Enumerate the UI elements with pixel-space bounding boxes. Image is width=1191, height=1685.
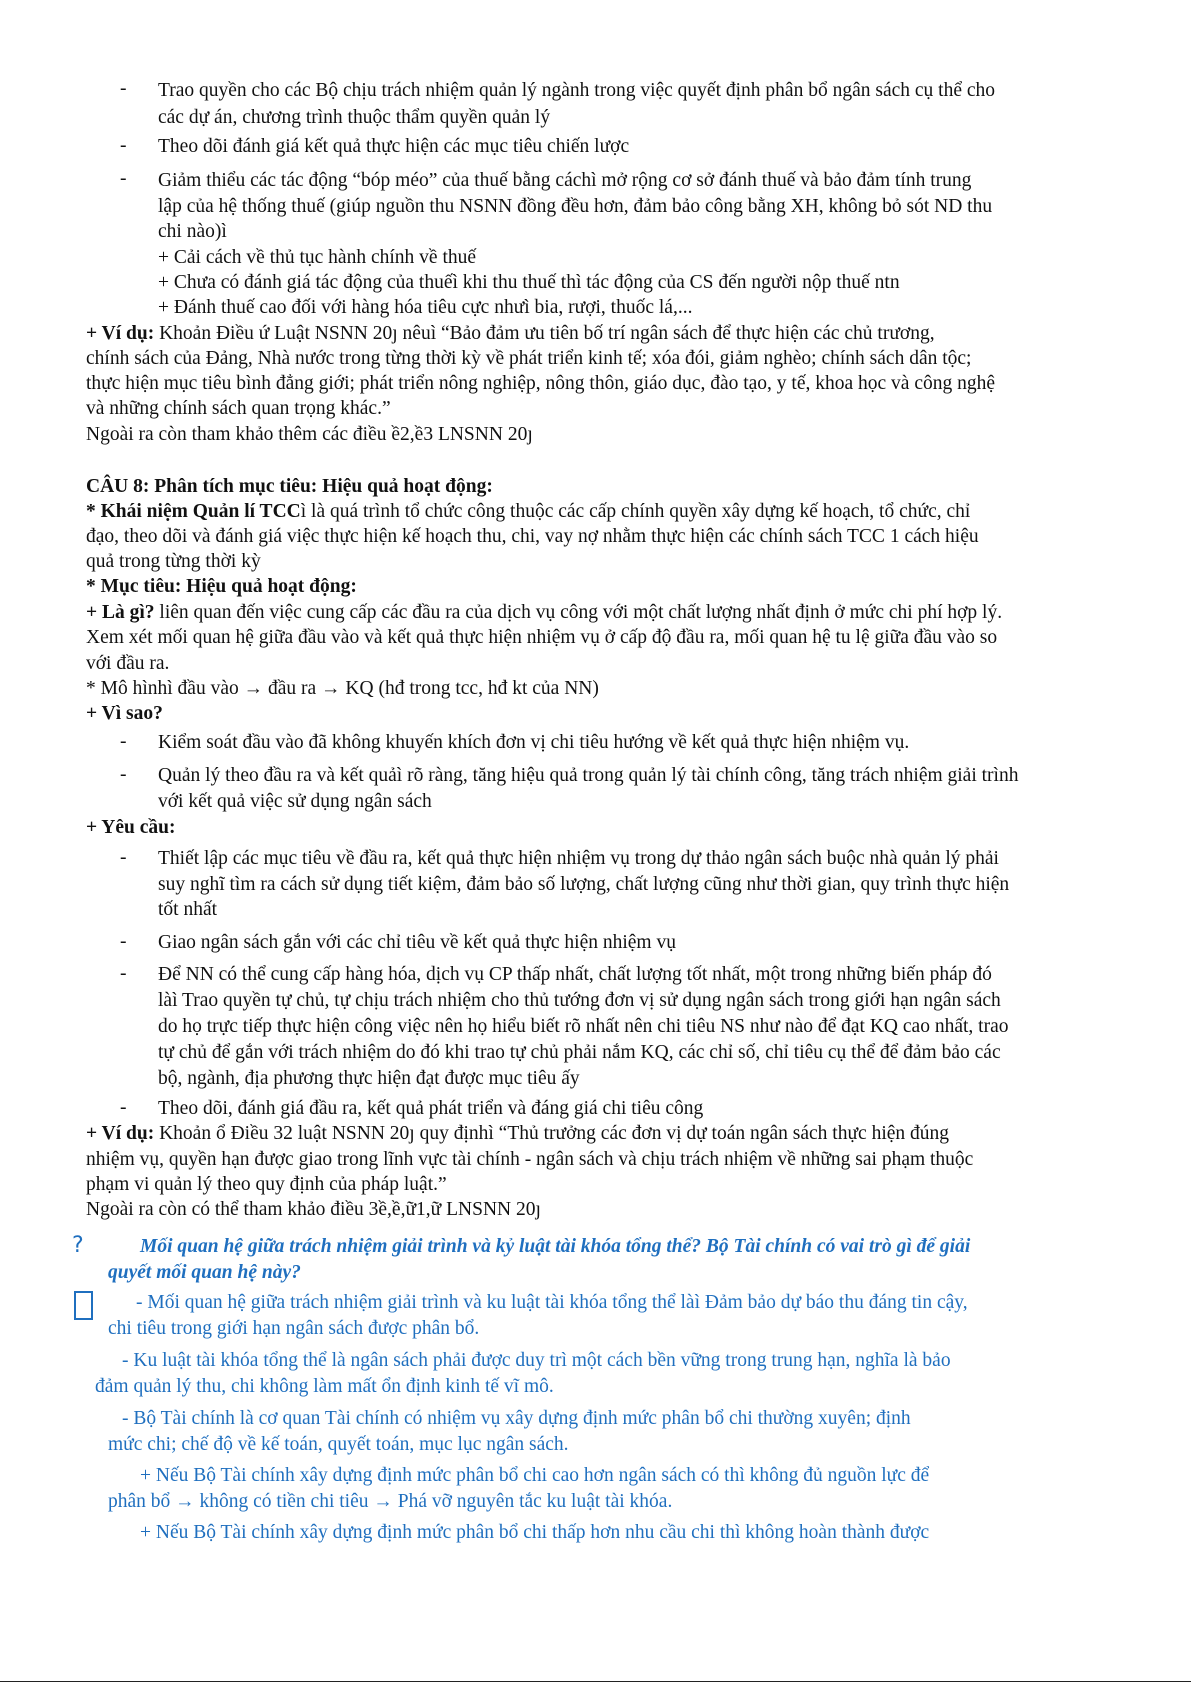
answer-line: - Mối quan hệ giữa trách nhiệm giải trình và ku luật tài khóa tổng thể làì Đảm bảo dự báo thu đáng tin cậy, [136, 1292, 968, 1313]
text-line: Theo dõi đánh giá kết quả thực hiện các mục tiêu chiến lược [158, 136, 630, 157]
text-line: nhiệm vụ, quyền hạn được giao trong lĩnh vực tài chính - ngân sách và chịu trách nhiệm về những sai phạm thuộc [86, 1149, 974, 1170]
bullet-dash: - [120, 78, 127, 99]
bullet-dash: - [120, 963, 127, 984]
text-line: Trao quyền cho các Bộ chịu trách nhiệm quản lý ngành trong việc quyết định phân bổ ngân sách cụ thể cho [158, 80, 996, 101]
subheading: * Mục tiêu: Hiệu quả hoạt động: [86, 576, 357, 597]
text-line: Giảm thiểu các tác động “bóp méo” của thuế bằng cáchì mở rộng cơ sở đánh thuế và bảo đảm tính trung [158, 170, 972, 191]
question-line: quyết mối quan hệ này? [108, 1262, 301, 1283]
text-line: Kiểm soát đầu vào đã không khuyến khích đơn vị chi tiêu hướng về kết quả thực hiện nhiệm vụ. [158, 732, 910, 753]
text-line: suy nghĩ tìm ra cách sử dụng tiết kiệm, đảm bảo số lượng, chất lượng cũng như thời gian, quy trình thực hiện [158, 874, 1010, 895]
section-heading: CÂU 8: Phân tích mục tiêu: Hiệu quả hoạt động: [86, 476, 493, 497]
subheading: + Yêu cầu: [86, 817, 176, 838]
text-line: đạo, theo dõi và đánh giá việc thực hiện kế hoạch thu, chi, vay nợ nhằm thực hiện các chính sách TCC 1 cách hiệu [86, 526, 979, 547]
text-line: làì Trao quyền tự chủ, tự chịu trách nhiệm cho thủ tướng đơn vị sử dụng ngân sách trong giới hạn ngân sách [158, 990, 1001, 1011]
question-line: Mối quan hệ giữa trách nhiệm giải trình và kỷ luật tài khóa tổng thể? Bộ Tài chính có vai trò gì để giải [140, 1236, 971, 1257]
text-line: thực hiện mục tiêu bình đẳng giới; phát triển nông nghiệp, nông thôn, giáo dục, đào tạo, y tế, khoa học và công nghệ [86, 373, 996, 394]
bullet-dash: - [120, 931, 127, 952]
answer-line: - Ku luật tài khóa tổng thể là ngân sách phải được duy trì một cách bền vững trong trung hạn, nghĩa là bảo [122, 1350, 951, 1371]
text-line: với đầu ra. [86, 653, 170, 674]
text-line: chi nào)ì [158, 221, 227, 242]
answer-line: đảm quản lý thu, chi không làm mất ổn định kinh tế vĩ mô. [95, 1376, 554, 1397]
answer-line: mức chi; chế độ về kế toán, quyết toán, mục lục ngân sách. [108, 1434, 569, 1455]
bullet-dash: - [120, 764, 127, 785]
what-line: + Là gì? liên quan đến việc cung cấp các đầu ra của dịch vụ công với một chất lượng nhất định ở mức chi phí hợp lý. [86, 602, 1003, 623]
text-line: các dự án, chương trình thuộc thẩm quyền quản lý [158, 107, 551, 128]
answer-line: phân bổ → không có tiền chi tiêu → Phá vỡ nguyên tắc ku luật tài khóa. [108, 1491, 673, 1512]
text-line: Theo dõi, đánh giá đầu ra, kết quả phát triển và đáng giá chi tiêu công [158, 1098, 704, 1119]
text-line: Để NN có thể cung cấp hàng hóa, dịch vụ CP thấp nhất, chất lượng tốt nhất, một trong những biến pháp đó [158, 964, 992, 985]
example-line: + Ví dụ: Khoản ổ Điều 32 luật NSNN 20ȷ quy địnhì “Thủ trưởng các đơn vị dự toán ngân sách thực hiện đúng [86, 1123, 950, 1144]
text-line: quả trong từng thời kỳ [86, 551, 261, 572]
text-line: bộ, ngành, địa phương thực hiện đạt được mục tiêu ấy [158, 1068, 580, 1089]
subheading: + Vì sao? [86, 703, 163, 724]
question-mark-icon: ? [72, 1233, 84, 1258]
text-line: phạm vi quản lý theo quy định của pháp luật.” [86, 1174, 447, 1195]
concept-line: * Khái niệm Quản lí TCCì là quá trình tổ chức công thuộc các cấp chính quyền xây dựng kế hoạch, tổ chức, chỉ [86, 501, 971, 522]
answer-line: - Bộ Tài chính là cơ quan Tài chính có nhiệm vụ xây dựng định mức phân bổ chi thường xuyên; định [122, 1408, 911, 1429]
answer-line: + Nếu Bộ Tài chính xây dựng định mức phân bổ chi thấp hơn nhu cầu chi thì không hoàn thành được [140, 1522, 930, 1543]
bullet-dash: - [120, 847, 127, 868]
text-line: lập của hệ thống thuế (giúp nguồn thu NSNN đồng đều hơn, đảm bảo công bằng XH, không bỏ sót ND thu [158, 196, 993, 217]
answer-line: + Nếu Bộ Tài chính xây dựng định mức phân bổ chi cao hơn ngân sách có thì không đủ nguồn lực để [140, 1465, 930, 1486]
text-line: và những chính sách quan trọng khác.” [86, 398, 391, 419]
text-line: Thiết lập các mục tiêu về đầu ra, kết quả thực hiện nhiệm vụ trong dự thảo ngân sách buộc nhà quản lý phải [158, 848, 999, 869]
text-line: Quản lý theo đầu ra và kết quảì rõ ràng, tăng hiệu quả trong quản lý tài chính công, tăng trách nhiệm giải trình [158, 765, 1019, 786]
text-line: Ngoài ra còn có thể tham khảo điều 3ề,ề,ữ1,ữ LNSNN 20ȷ [86, 1199, 541, 1220]
answer-line: chi tiêu trong giới hạn ngân sách được phân bổ. [108, 1318, 480, 1339]
text-line: chính sách của Đảng, Nhà nước trong từng thời kỳ về phát triển kinh tế; xóa đói, giảm nghèo; chính sách dân tộc; [86, 348, 972, 369]
text-line: do họ trực tiếp thực hiện công việc nên họ hiểu biết rõ nhất nên chi tiêu NS như nào để đạt KQ cao nhất, trao [158, 1016, 1009, 1037]
bullet-dash: - [120, 731, 127, 752]
text-line: với kết quả việc sử dụng ngân sách [158, 791, 432, 812]
text-line: * Mô hìnhì đầu vào → đầu ra → KQ (hđ trong tcc, hđ kt của NN) [86, 678, 599, 699]
example-label: + Ví dụ: [86, 323, 155, 344]
text-line: + Chưa có đánh giá tác động của thuếì khi thu thuế thì tác động của CS đến người nộp thuế ntn [158, 272, 900, 293]
text-line: Xem xét mối quan hệ giữa đầu vào và kết quả thực hiện nhiệm vụ ở cấp độ đầu ra, mối quan hệ tu lệ giữa đầu vào so [86, 627, 998, 648]
page-divider [0, 1681, 1191, 1682]
checkbox-icon [74, 1291, 93, 1320]
text-line: + Cải cách về thủ tục hành chính về thuế [158, 247, 477, 268]
bullet-dash: - [120, 1097, 127, 1118]
text-line: Giao ngân sách gắn với các chỉ tiêu về kết quả thực hiện nhiệm vụ [158, 932, 676, 953]
text-line: + Đánh thuế cao đối với hàng hóa tiêu cực nhưì bia, rượi, thuốc lá,... [158, 297, 693, 318]
text-line: tự chủ để gắn với trách nhiệm do đó khi trao tự chủ phải nắm KQ, các chỉ số, chỉ tiêu cụ thể để đảm bảo các [158, 1042, 1001, 1063]
text-line: tốt nhất [158, 899, 218, 920]
bullet-dash: - [120, 168, 127, 189]
text-line: Ngoài ra còn tham khảo thêm các điều ề2,ề3 LNSNN 20ȷ [86, 424, 533, 445]
bullet-dash: - [120, 135, 127, 156]
example-line: + Ví dụ: Khoản Điều ứ Luật NSNN 20ȷ nêuì “Bảo đảm ưu tiên bố trí ngân sách để thực hiện các chủ trương, [86, 323, 935, 344]
